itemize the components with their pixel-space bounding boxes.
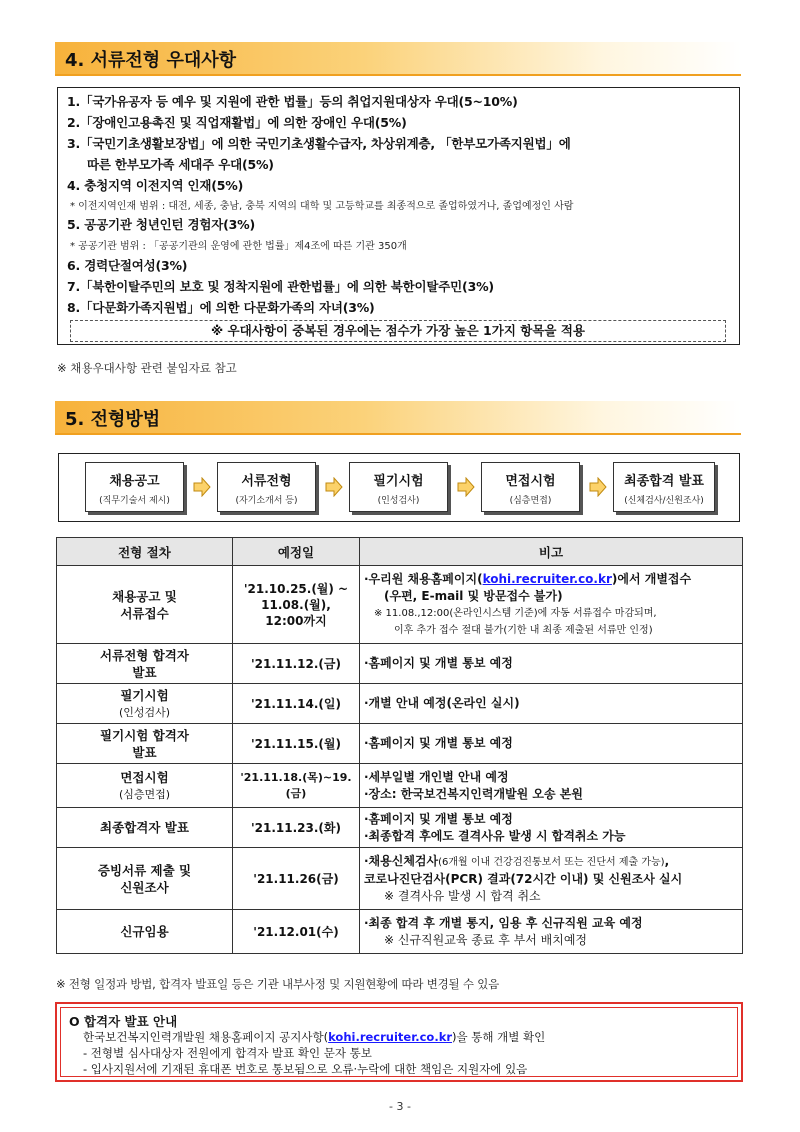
note-text: ·우리원 채용홈페이지( (364, 571, 483, 586)
step-cell (57, 764, 233, 808)
note-line: ※ 11.08.,12:00(온라인시스템 기준)에 자동 서류접수 마감되며, (374, 607, 657, 619)
flow-step-sub: (자기소개서 등) (235, 496, 298, 506)
note-line: 코로나진단검사(PCR) 결과(72시간 이내) 및 신원조사 실시 (364, 871, 683, 886)
note-text: , (664, 853, 670, 868)
date-cell: '21.12.01(수) (233, 910, 360, 954)
date-text: '21.10.25.(월) ~ (243, 581, 349, 596)
section4-title: 4. 서류전형 우대사항 (65, 50, 236, 71)
section4-header (55, 42, 741, 76)
flow-step-3 (349, 462, 448, 512)
pref-item-4: 4. 충청지역 이전지역 인재(5%) (67, 178, 244, 193)
table-row (57, 848, 743, 910)
step-cell: 최종합격자 발표 (57, 808, 233, 848)
note-cell: ·홈페이지 및 개별 통보 예정 (360, 724, 743, 764)
note-cell (360, 566, 743, 644)
table-row (57, 764, 743, 808)
step-text: 필기시험 합격자 (100, 727, 189, 743)
flow-step-title: 채용공고 (109, 474, 160, 489)
step-cell (57, 848, 233, 910)
announce-line-2: - 전형별 심사대상자 전원에게 합격자 발표 확인 문자 통보 (83, 1046, 372, 1060)
step-cell (57, 724, 233, 764)
date-cell: '21.11.14.(일) (233, 684, 360, 724)
pref-note-public: * 공공기관 범위 : 「공공기관의 운영에 관한 법률」제4조에 따른 기관 350개 (70, 241, 407, 252)
date-text: 12:00까지 (265, 613, 327, 628)
arrow-right-icon (457, 477, 475, 497)
announce-title: O 합격자 발표 안내 (69, 1014, 178, 1029)
step-text: 채용공고 및 (112, 588, 177, 604)
header-note: 비고 (360, 538, 743, 566)
pref-summary: ※ 우대사항이 중복된 경우에는 점수가 가장 높은 1가지 항목을 적용 (70, 320, 726, 342)
note-text: (6개월 이내 건강검진통보서 또는 진단서 제출 가능) (438, 856, 665, 868)
table-row (57, 684, 743, 724)
note-line: ※ 결격사유 발생 시 합격 취소 (384, 888, 541, 903)
flow-step-sub: (심층면접) (509, 496, 552, 506)
note-line (364, 571, 742, 588)
flow-step-2 (217, 462, 316, 512)
step-text: 필기시험 (120, 687, 169, 703)
step-text: 서류전형 합격자 (100, 647, 189, 663)
note-line: ·최종합격 후에도 결격사유 발생 시 합격취소 가능 (364, 828, 626, 843)
note-cell: ·개별 안내 예정(온라인 실시) (360, 684, 743, 724)
flow-step-1 (85, 462, 184, 512)
step-text: 면접시험 (120, 769, 169, 785)
note-cell (360, 910, 743, 954)
date-cell (233, 566, 360, 644)
date-cell: '21.11.26(금) (233, 848, 360, 910)
process-flow (58, 453, 740, 522)
announce-line-3: - 입사지원서에 기재된 휴대폰 번호로 통보됨으로 오류·누락에 대한 책임은 지원자에 있음 (83, 1062, 528, 1076)
header-date: 예정일 (233, 538, 360, 566)
pref-item-8: 8.「다문화가족지원법」에 의한 다문화가족의 자녀(3%) (67, 300, 375, 315)
note-line: ·최종 합격 후 개별 통지, 임용 후 신규직원 교육 예정 (364, 915, 643, 930)
schedule-table (56, 537, 743, 954)
preference-box (57, 87, 740, 345)
step-cell (57, 644, 233, 684)
table-row (57, 566, 743, 644)
page-number: - 3 - (389, 1100, 411, 1113)
note-line: ·장소: 한국보건복지인력개발원 오송 본원 (364, 786, 583, 801)
note-line: 이후 추가 접수 절대 불가(기한 내 최종 제출된 서류만 인정) (394, 624, 653, 636)
table-row (57, 644, 743, 684)
step-cell (57, 684, 233, 724)
step-text: 발표 (132, 664, 157, 680)
note-line: ※ 신규직원교육 종료 후 부서 배치예정 (384, 932, 588, 947)
note-cell (360, 808, 743, 848)
date-cell: '21.11.15.(월) (233, 724, 360, 764)
pref-note-region: * 이전지역인재 범위 : 대전, 세종, 충남, 충북 지역의 대학 및 고등학교를 최종적으로 졸업하였거나, 졸업예정인 사람 (70, 201, 574, 212)
flow-step-5 (613, 462, 715, 512)
flow-step-title: 최종합격 발표 (624, 474, 704, 489)
table-row (57, 808, 743, 848)
step-text: 발표 (132, 744, 157, 760)
date-cell: '21.11.23.(화) (233, 808, 360, 848)
date-text: 11.08.(월), (261, 597, 331, 612)
step-text: 증빙서류 제출 및 (97, 862, 192, 878)
note-line: (우편, E-mail 및 방문접수 불가) (384, 588, 563, 603)
pref-item-5: 5. 공공기관 청년인턴 경험자(3%) (67, 217, 255, 232)
note-cell (360, 764, 743, 808)
schedule-note: ※ 전형 일정과 방법, 합격자 발표일 등은 기관 내부사정 및 지원현황에 따라 변경될 수 있음 (56, 977, 500, 991)
announce-line-1 (83, 1029, 545, 1045)
recruit-site-link[interactable]: kohi.recruiter.co.kr (328, 1030, 453, 1044)
recruit-site-link[interactable]: kohi.recruiter.co.kr (482, 571, 612, 586)
announce-text: )을 통해 개별 확인 (452, 1030, 546, 1044)
step-text: 신원조사 (120, 879, 169, 895)
table-row (57, 724, 743, 764)
ref-note: ※ 채용우대사항 관련 붙임자료 참고 (57, 361, 237, 375)
announce-text: 한국보건복지인력개발원 채용홈페이지 공지사항( (83, 1030, 329, 1044)
date-cell: '21.11.18.(목)~19.(금) (233, 764, 360, 808)
flow-step-title: 서류전형 (241, 474, 292, 489)
flow-step-4 (481, 462, 580, 512)
note-cell: ·홈페이지 및 개별 통보 예정 (360, 644, 743, 684)
note-line: ·홈페이지 및 개별 통보 예정 (364, 811, 513, 826)
step-cell (57, 566, 233, 644)
note-text: ·채용신체검사 (364, 853, 439, 868)
note-line (364, 853, 742, 871)
note-line: ·세부일별 개인별 안내 예정 (364, 769, 509, 784)
header-step: 전형 절차 (57, 538, 233, 566)
pref-item-3: 3.「국민기초생활보장법」에 의한 국민기초생활수급자, 차상위계층, 「한부모가족지원법」에 (67, 136, 571, 151)
table-row (57, 910, 743, 954)
section5-title: 5. 전형방법 (65, 409, 161, 430)
note-cell (360, 848, 743, 910)
step-text: (인성검사) (118, 705, 171, 719)
step-text: (심층면접) (118, 787, 171, 801)
note-text: )에서 개별접수 (611, 571, 692, 586)
pref-item-3-cont: 따른 한부모가족 세대주 우대(5%) (87, 157, 274, 172)
flow-step-sub: (직무기술서 제시) (99, 496, 170, 506)
arrow-right-icon (325, 477, 343, 497)
announce-box (55, 1002, 743, 1082)
arrow-right-icon (193, 477, 211, 497)
pref-item-6: 6. 경력단절여성(3%) (67, 258, 188, 273)
flow-step-title: 필기시험 (373, 474, 424, 489)
step-text: 서류접수 (120, 605, 169, 621)
pref-item-7: 7.「북한이탈주민의 보호 및 정착지원에 관한법률」에 의한 북한이탈주민(3%) (67, 279, 494, 294)
flow-step-sub: (인성검사) (377, 496, 420, 506)
announce-inner (60, 1007, 738, 1077)
section5-header (55, 401, 741, 435)
flow-step-sub: (신체검사/신원조사) (624, 496, 704, 506)
step-cell: 신규임용 (57, 910, 233, 954)
table-header-row (57, 538, 743, 566)
pref-item-2: 2.「장애인고용촉진 및 직업재활법」에 의한 장애인 우대(5%) (67, 115, 407, 130)
pref-item-1: 1.「국가유공자 등 예우 및 지원에 관한 법률」등의 취업지원대상자 우대(5~10%) (67, 94, 518, 109)
arrow-right-icon (589, 477, 607, 497)
flow-step-title: 면접시험 (505, 474, 556, 489)
date-cell: '21.11.12.(금) (233, 644, 360, 684)
